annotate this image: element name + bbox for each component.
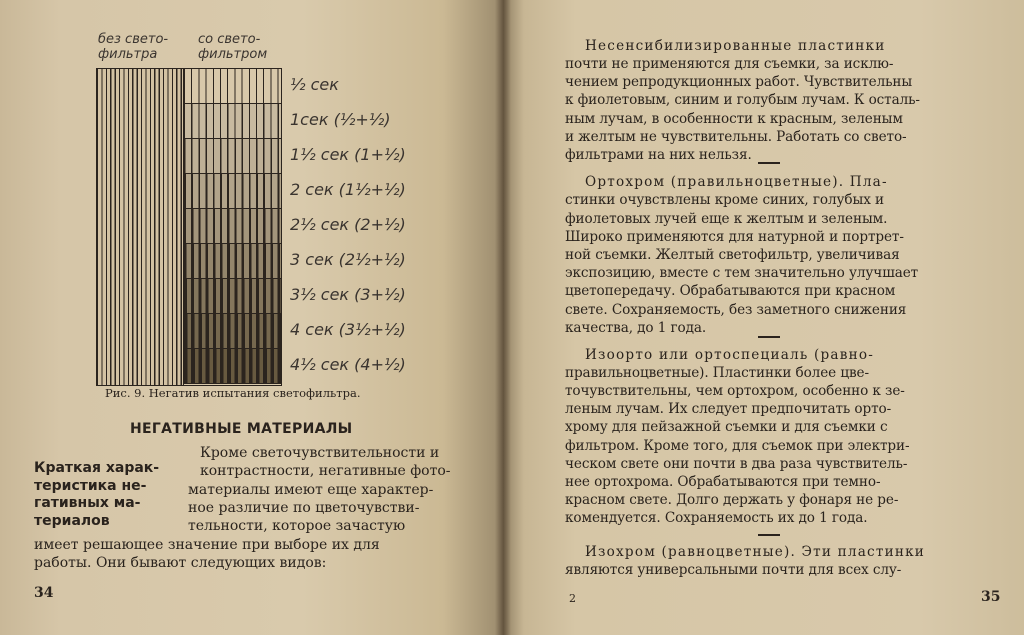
body-line: к фиолетовым, синим и голубым лучам. К осталь-	[565, 92, 920, 108]
exposure-band	[184, 69, 281, 104]
side-heading-line: теристика не-	[34, 477, 147, 494]
exposure-label: 2 сек (1½+½)	[290, 179, 406, 199]
body-line: Изохром (равноцветные). Эти пластинки	[585, 544, 926, 560]
page-number-left: 34	[34, 585, 54, 601]
body-line: Изоорто или ортоспециаль (равно-	[585, 347, 875, 363]
body-line: хрому для пейзажной съемки и для съемки с	[565, 419, 888, 435]
exposure-label: 3 сек (2½+½)	[290, 249, 406, 269]
exposure-band	[184, 279, 281, 314]
body-line: правильноцветные). Пластинки более цве-	[565, 365, 869, 381]
filter-test-negative-figure	[96, 68, 282, 386]
exposure-band	[184, 314, 281, 349]
body-line: тельности, которое зачастую	[188, 518, 406, 534]
section-heading: НЕГАТИВНЫЕ МАТЕРИАЛЫ	[130, 421, 353, 437]
exposure-band	[184, 104, 281, 139]
body-line: леным лучам. Их следует предпочитать орто-	[565, 401, 892, 417]
left-page	[0, 0, 503, 635]
side-heading-line: териалов	[34, 512, 110, 529]
column-label-line: фильтром	[198, 47, 268, 62]
exposure-label: 2½ сек (2+½)	[290, 214, 406, 234]
body-line: Кроме светочувствительности и	[200, 445, 440, 461]
body-line: красном свете. Долго держать у фонаря не ре-	[565, 492, 899, 508]
exposure-band	[184, 139, 281, 174]
body-line: Широко применяются для натурной и портрет-	[565, 229, 904, 245]
exposure-band	[184, 349, 281, 384]
body-line: точувствительны, чем ортохром, особенно к зе-	[565, 383, 905, 399]
body-line: комендуется. Сохраняемость их до 1 года.	[565, 510, 868, 526]
no-filter-strip	[97, 69, 183, 385]
exposure-label: 1сек (½+½)	[290, 109, 391, 129]
body-line: ной съемки. Желтый светофильтр, увеличивая	[565, 247, 900, 263]
body-line: чением репродукционных работ. Чувствительны	[565, 74, 913, 90]
column-label-without-filter	[98, 32, 168, 62]
body-line: качества, до 1 года.	[565, 320, 707, 336]
column-label-line: фильтра	[98, 47, 158, 62]
exposure-label: ½ сек	[290, 74, 339, 94]
body-line: фиолетовых лучей еще к желтым и зеленым.	[565, 211, 888, 227]
side-heading-line: Краткая харак-	[34, 460, 160, 476]
exposure-label: 3½ сек (3+½)	[290, 284, 406, 304]
side-heading	[34, 460, 182, 530]
side-heading-line: гативных ма-	[34, 495, 141, 511]
paragraph-separator	[758, 162, 780, 164]
page-number-right: 35	[981, 589, 1001, 605]
body-line: цветопередачу. Обрабатываются при красном	[565, 283, 896, 299]
body-line: почти не применяются для съемки, за исклю-	[565, 56, 894, 72]
filter-step-wedge	[183, 69, 281, 385]
body-line: ное различие по цветочувстви-	[188, 500, 420, 516]
body-line: фильтром. Кроме того, для съемок при электри-	[565, 438, 910, 454]
exposure-band	[184, 174, 281, 209]
body-line: и желтым не чувствительны. Работать со свето-	[565, 129, 907, 145]
body-line: фильтрами на них нельзя.	[565, 147, 752, 163]
exposure-label: 4 сек (3½+½)	[290, 319, 406, 339]
paragraph-separator	[758, 534, 780, 536]
body-line: экспозицию, вместе с тем значительно улучшает	[565, 265, 919, 281]
paragraph-separator	[758, 336, 780, 338]
signature-mark: 2	[569, 592, 576, 605]
column-label-with-filter	[198, 32, 267, 62]
body-line: являются универсальными почти для всех слу-	[565, 562, 902, 578]
body-line: стинки очувствлены кроме синих, голубых и	[565, 192, 884, 208]
body-line: имеет решающее значение при выборе их для	[34, 537, 380, 553]
body-line: работы. Они бывают следующих видов:	[34, 555, 327, 571]
exposure-band	[184, 209, 281, 244]
exposure-label: 4½ сек (4+½)	[290, 354, 406, 374]
book-gutter	[495, 0, 511, 635]
figure-caption: Рис. 9. Негатив испытания светофильтра.	[105, 386, 361, 400]
exposure-label: 1½ сек (1+½)	[290, 144, 406, 164]
body-line: контрастности, негативные фото-	[200, 463, 451, 479]
body-line: Ортохром (правильноцветные). Пла-	[585, 174, 888, 190]
body-line: материалы имеют еще характер-	[188, 482, 434, 498]
body-line: ческом свете они почти в два раза чувствитель-	[565, 456, 908, 472]
body-line: нее ортохрома. Обрабатываются при темно-	[565, 474, 881, 490]
body-line: Несенсибилизированные пластинки	[585, 38, 886, 54]
column-label-line: со свето-	[198, 32, 261, 47]
column-label-line: без свето-	[98, 32, 169, 47]
exposure-band	[184, 244, 281, 279]
body-line: свете. Сохраняемость, без заметного снижения	[565, 302, 907, 318]
body-line: ным лучам, в особенности к красным, зеленым	[565, 111, 903, 127]
